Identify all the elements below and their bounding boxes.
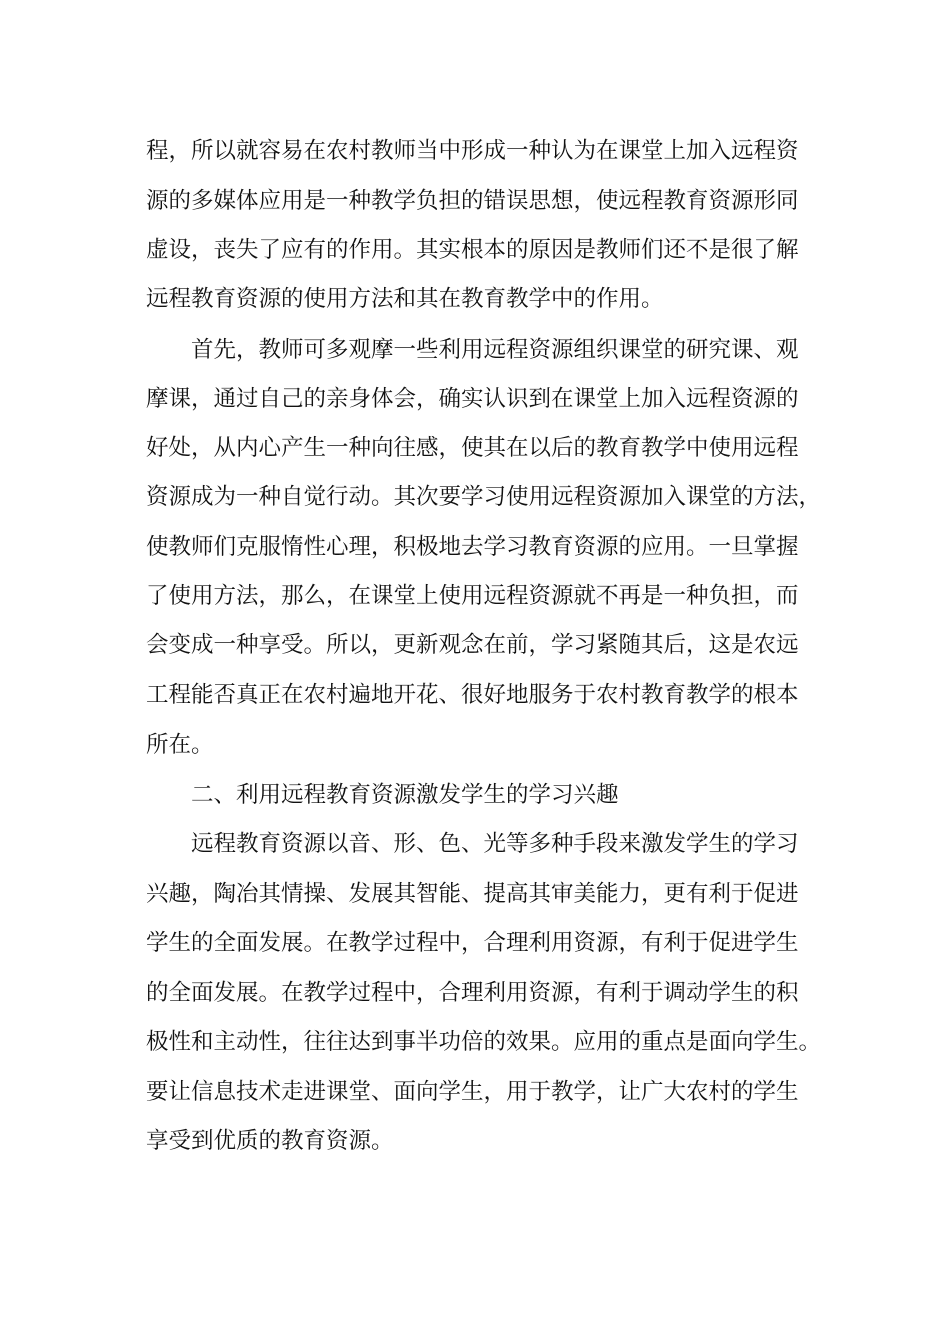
paragraph-1-line-2: 源的多媒体应用是一种教学负担的错误思想，使远程教育资源形同 bbox=[146, 188, 799, 214]
paragraph-2-line-8: 工程能否真正在农村遍地开花、很好地服务于农村教育教学的根本 bbox=[146, 682, 799, 708]
paragraph-3-line-7: 享受到优质的教育资源。 bbox=[146, 1128, 394, 1154]
paragraph-1-line-3: 虚设，丧失了应有的作用。其实根本的原因是教师们还不是很了解 bbox=[146, 237, 799, 263]
paragraph-2-line-6: 了使用方法，那么，在课堂上使用远程资源就不再是一种负担，而 bbox=[146, 583, 799, 609]
paragraph-2-line-5: 使教师们克服惰性心理，积极地去学习教育资源的应用。一旦掌握 bbox=[146, 534, 799, 560]
paragraph-2-line-2: 摩课，通过自己的亲身体会，确实认识到在课堂上加入远程资源的 bbox=[146, 386, 799, 412]
paragraph-3-line-6: 要让信息技术走进课堂、面向学生，用于教学，让广大农村的学生 bbox=[146, 1079, 799, 1105]
paragraph-3-line-2: 兴趣，陶冶其情操、发展其智能、提高其审美能力，更有利于促进 bbox=[146, 881, 799, 907]
section-heading: 二、利用远程教育资源激发学生的学习兴趣 bbox=[191, 782, 619, 808]
paragraph-3-line-1: 远程教育资源以音、形、色、光等多种手段来激发学生的学习 bbox=[191, 831, 799, 857]
paragraph-2-line-1: 首先，教师可多观摩一些利用远程资源组织课堂的研究课、观 bbox=[191, 337, 799, 363]
paragraph-1-line-4: 远程教育资源的使用方法和其在教育教学中的作用。 bbox=[146, 286, 664, 312]
paragraph-2-line-3: 好处，从内心产生一种向往感，使其在以后的教育教学中使用远程 bbox=[146, 435, 799, 461]
paragraph-2-line-4: 资源成为一种自觉行动。其次要学习使用远程资源加入课堂的方法， bbox=[146, 484, 822, 510]
paragraph-3-line-3: 学生的全面发展。在教学过程中，合理利用资源，有利于促进学生 bbox=[146, 930, 799, 956]
paragraph-3-line-4: 的全面发展。在教学过程中，合理利用资源，有利于调动学生的积 bbox=[146, 980, 799, 1006]
paragraph-1-line-1: 程，所以就容易在农村教师当中形成一种认为在课堂上加入远程资 bbox=[146, 138, 799, 164]
paragraph-3-line-5: 极性和主动性，往往达到事半功倍的效果。应用的重点是面向学生。 bbox=[146, 1029, 822, 1055]
paragraph-2-line-9: 所在。 bbox=[146, 732, 214, 758]
paragraph-2-line-7: 会变成一种享受。所以，更新观念在前，学习紧随其后，这是农远 bbox=[146, 632, 799, 658]
